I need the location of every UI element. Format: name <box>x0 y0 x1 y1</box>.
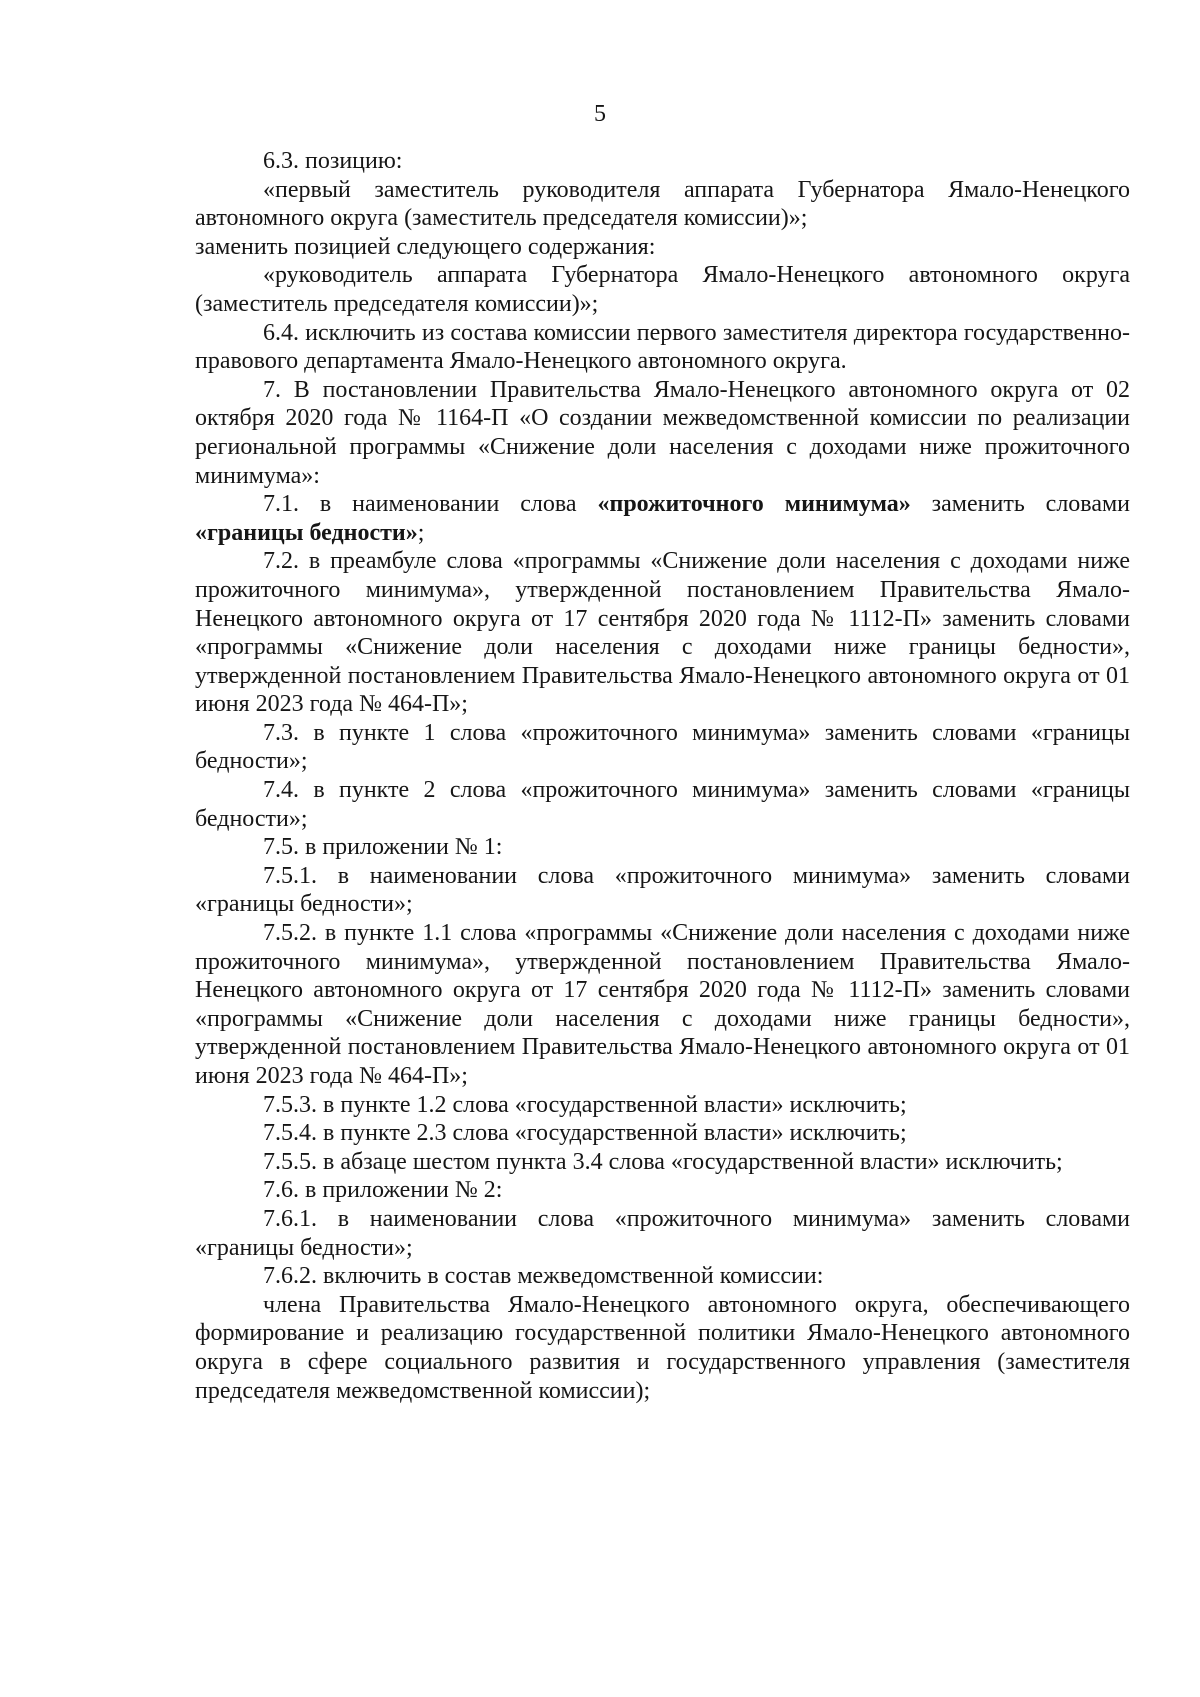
paragraph-7-6-1: 7.6.1. в наименовании слова «прожиточного минимума» заменить словами «границы бедности»; <box>195 1205 1130 1261</box>
paragraph-7-1 <box>195 490 1130 547</box>
text-fragment: 7.1. в наименовании слова <box>263 491 598 518</box>
paragraph-old-position: «первый заместитель руководителя аппарата Губернатора Ямало-Ненецкого автономного округа (заместитель председателя комиссии)»; <box>195 176 1130 232</box>
document-body <box>195 147 1130 1405</box>
paragraph-7-6: 7.6. в приложении № 2: <box>263 1177 503 1204</box>
bold-fragment-old-words: «прожиточного минимума» <box>597 491 911 518</box>
page-number: 5 <box>594 101 606 127</box>
paragraph-7-6-2: 7.6.2. включить в состав межведомственной комиссии: <box>263 1263 824 1290</box>
paragraph-7-4: 7.4. в пункте 2 слова «прожиточного минимума» заменить словами «границы бедности»; <box>195 777 1130 832</box>
bold-fragment-new-words: «границы бедности» <box>195 519 418 546</box>
text-fragment: ; <box>417 519 425 546</box>
paragraph-7-2: 7.2. в преамбуле слова «программы «Снижение доли населения с доходами ниже прожиточного минимума», утвержденной постановлением Правительства Ямало-Ненецкого автономного округа от 17 сентября 2020 года № 1112-П» заменить словами «программы «Снижение доли населения с доходами ниже границы бедности», утвержденной постановлением Правительства Ямало-Ненецкого автономного округа от 01 июня 2023 года № 464-П»; <box>195 548 1130 718</box>
paragraph-new-position: «руководитель аппарата Губернатора Ямало-Ненецкого автономного округа (заместитель председателя комиссии)»; <box>195 262 1130 317</box>
paragraph-7-5-2: 7.5.2. в пункте 1.1 слова «программы «Снижение доли населения с доходами ниже прожиточного минимума», утвержденной постановлением Правительства Ямало-Ненецкого автономного округа от 17 сентября 2020 года № 1112-П» заменить словами «программы «Снижение доли населения с доходами ниже границы бедности», утвержденной постановлением Правительства Ямало-Ненецкого автономного округа от 01 июня 2023 года № 464-П»; <box>195 920 1130 1089</box>
paragraph-7-3: 7.3. в пункте 1 слова «прожиточного минимума» заменить словами «границы бедности»; <box>195 719 1130 775</box>
paragraph-7-5-1: 7.5.1. в наименовании слова «прожиточного минимума» заменить словами «границы бедности»; <box>195 862 1130 918</box>
paragraph-replace-with: заменить позицией следующего содержания: <box>195 233 656 260</box>
paragraph-6-4: 6.4. исключить из состава комиссии первого заместителя директора государственно-правового департамента Ямало-Ненецкого автономного округа. <box>195 319 1130 375</box>
paragraph-7-5-3: 7.5.3. в пункте 1.2 слова «государственной власти» исключить; <box>263 1091 907 1118</box>
paragraph-7-5-5: 7.5.5. в абзаце шестом пункта 3.4 слова «государственной власти» исключить; <box>263 1148 1063 1175</box>
paragraph-7-5-4: 7.5.4. в пункте 2.3 слова «государственной власти» исключить; <box>263 1120 907 1147</box>
paragraph-commission-member: члена Правительства Ямало-Ненецкого автономного округа, обеспечивающего формирование и реализацию государственной политики Ямало-Ненецкого автономного округа в сфере социального развития и государственного управления (заместителя председателя межведомственной комиссии); <box>195 1291 1130 1404</box>
text-fragment: заменить словами <box>910 491 1130 518</box>
paragraph-7: 7. В постановлении Правительства Ямало-Ненецкого автономного округа от 02 октября 2020 года № 1164-П «О создании межведомственной комиссии по реализации региональной программы «Снижение доли населения с доходами ниже прожиточного минимума»: <box>195 376 1130 489</box>
paragraph-6-3: 6.3. позицию: <box>263 148 403 174</box>
paragraph-7-5: 7.5. в приложении № 1: <box>263 834 503 861</box>
